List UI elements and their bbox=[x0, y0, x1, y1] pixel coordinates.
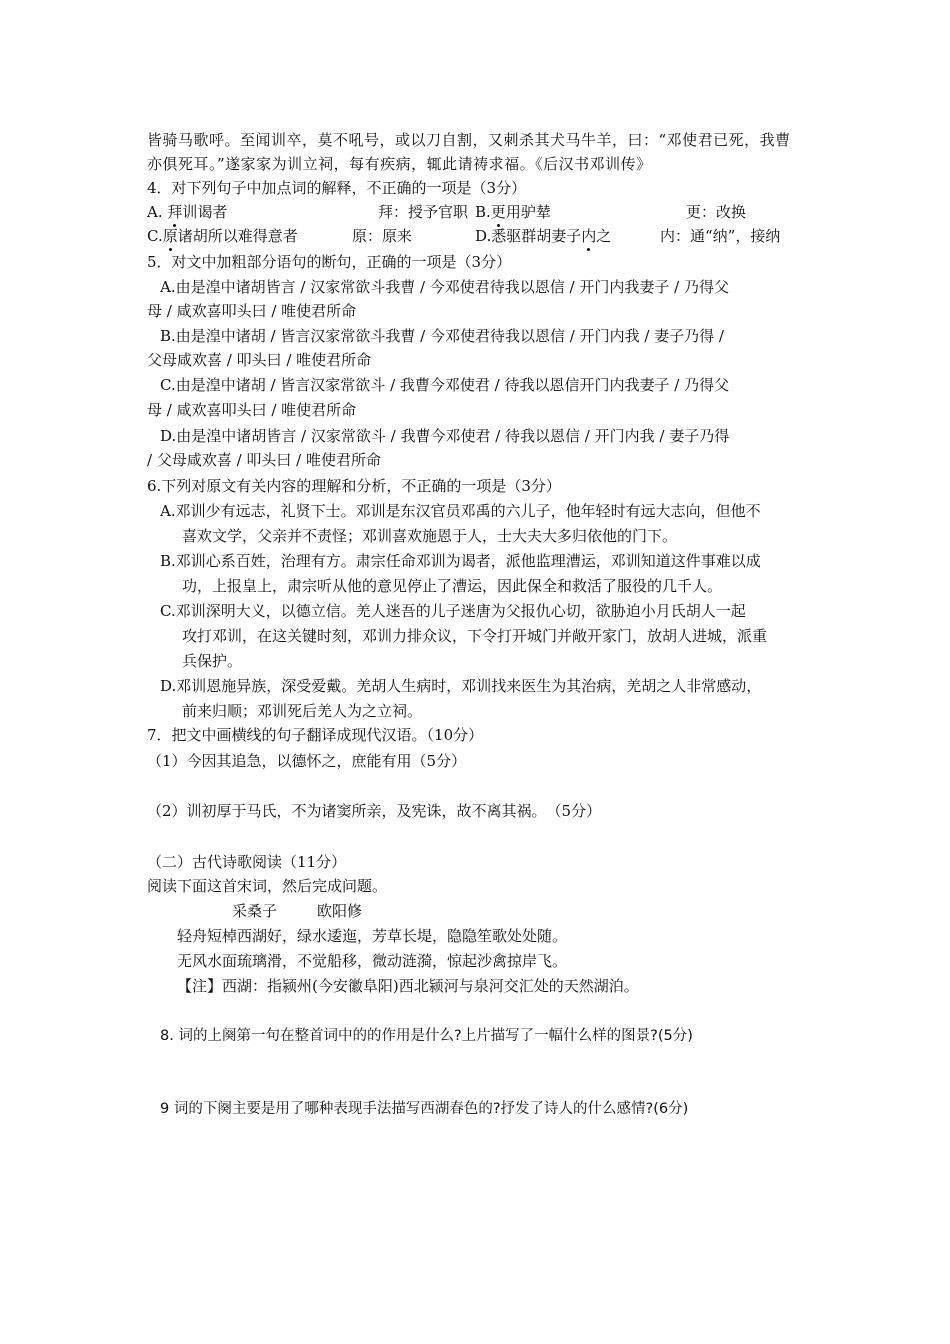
q4-option-b: B.更用驴辇 bbox=[475, 203, 551, 221]
poem-line-2: 无风水面琉璃滑，不觉船移，微动涟漪，惊起沙禽掠岸飞。 bbox=[177, 952, 568, 970]
q4-option-d-gloss: 内：通“纳”，接纳 bbox=[660, 227, 781, 245]
q9-question: 9 词的下阕主要是用了哪种表现手法描写西湖春色的?抒发了诗人的什么感情?(6分) bbox=[160, 1101, 689, 1117]
q5-option-d-line-2: / 父母咸欢喜 / 叩头曰 / 唯使君所命 bbox=[147, 451, 382, 469]
q5-option-c-line-2: 母 / 咸欢喜叩头曰 / 唯使君所命 bbox=[147, 401, 357, 419]
emphasis-dot-char: 拜 bbox=[167, 203, 183, 221]
q7-sentence-1: （1）今因其追急，以德怀之，庶能有用（5分） bbox=[147, 752, 467, 770]
passage-line-2: 亦俱死耳。”遂家家为训立祠，每有疾病，辄此请祷求福。《后汉书邓训传》 bbox=[147, 155, 652, 173]
q4-option-d: D.悉驱群胡妻子内之 bbox=[475, 227, 612, 245]
q6-option-c-line-1: C.邓训深明大义，以德立信。羌人迷吾的儿子迷唐为父报仇心切，欲胁迫小月氏胡人一起 bbox=[160, 602, 746, 620]
q6-option-d-line-1: D.邓训恩施异族，深受爱戴。羌胡人生病时，邓训找来医生为其治病，羌胡之人非常感动， bbox=[160, 677, 762, 695]
q6-option-d-line-2: 前来归顺；邓训死后羌人为之立祠。 bbox=[182, 702, 423, 720]
q7-stem: 7．把文中画横线的句子翻译成现代汉语。（10分） bbox=[147, 726, 484, 744]
q5-option-b-line-2: 父母咸欢喜 / 叩头曰 / 唯使君所命 bbox=[147, 351, 372, 369]
q4-option-c: C.原诸胡所以难得意者 bbox=[147, 227, 298, 245]
q6-option-c-line-3: 兵保护。 bbox=[182, 652, 243, 670]
q6-option-a-line-1: A.邓训少有远志，礼贤下士。邓训是东汉官员邓禹的六儿子，他年轻时有远大志向，但他不 bbox=[160, 502, 761, 520]
q8-question: 8. 词的上阕第一句在整首词中的的作用是什么?上片描写了一幅什么样的图景?(5分) bbox=[160, 1028, 693, 1044]
emphasis-dot-char: 更 bbox=[490, 203, 506, 221]
q4-option-a: A. 拜训谒者 bbox=[147, 203, 228, 221]
q6-stem: 6.下列对原文有关内容的理解和分析，不正确的一项是（3分） bbox=[147, 477, 561, 495]
q5-stem: 5．对文中加粗部分语句的断句，正确的一项是（3分） bbox=[147, 253, 512, 271]
poem-line-1: 轻舟短棹西湖好，绿水逶迤，芳草长堤，隐隐笙歌处处随。 bbox=[177, 927, 568, 945]
q6-option-b-line-1: B.邓训心系百姓，治理有方。肃宗任命邓训为谒者，派他监理漕运，邓训知道这件事难以成 bbox=[160, 552, 761, 570]
poem-section-heading: （二）古代诗歌阅读（11分） bbox=[147, 853, 347, 871]
emphasis-dot-char: 内 bbox=[581, 227, 597, 245]
poem-title: 采桑子 bbox=[232, 902, 278, 920]
q4-option-b-gloss: 更：改换 bbox=[686, 203, 747, 221]
q5-option-a-line-1: A.由是湟中诸胡皆言 / 汉家常欲斗我曹 / 今邓使君待我以恩信 / 开门内我妻子 / 乃得父 bbox=[160, 278, 729, 296]
q5-option-b-line-1: B.由是湟中诸胡 / 皆言汉家常欲斗我曹 / 今邓使君待我以恩信 / 开门内我 / 妻子乃得 / bbox=[160, 327, 724, 345]
q5-option-c-line-1: C.由是湟中诸胡 / 皆言汉家常欲斗 / 我曹今邓使君 / 待我以恩信开门内我妻子 / 乃得父 bbox=[160, 376, 730, 394]
q5-option-a-line-2: 母 / 咸欢喜叩头曰 / 唯使君所命 bbox=[147, 302, 357, 320]
q6-option-c-line-2: 攻打邓训，在这关键时刻，邓训力排众议，下令打开城门并敞开家门，放胡人进城，派重 bbox=[182, 627, 768, 645]
emphasis-dot-char: 原 bbox=[162, 227, 178, 245]
q7-sentence-2: （2）训初厚于马氏，不为诸窦所亲，及宪诛，故不离其祸。 （5分） bbox=[147, 802, 602, 820]
q4-stem: 4．对下列句子中加点词的解释，不正确的一项是（3分） bbox=[147, 179, 527, 197]
poem-intro: 阅读下面这首宋词，然后完成问题。 bbox=[147, 877, 388, 895]
passage-line-1: 皆骑马歌呼。至闻训卒，莫不吼号，或以刀自割，又刺杀其犬马牛羊，曰：“邓使君已死，我曹 bbox=[147, 131, 791, 149]
poem-author: 欧阳修 bbox=[317, 902, 363, 920]
q6-option-a-line-2: 喜欢文学，父亲并不责怪；邓训喜欢施恩于人，士大夫大多归依他的门下。 bbox=[182, 527, 678, 545]
q4-option-c-gloss: 原：原来 bbox=[352, 227, 413, 245]
q6-option-b-line-2: 功，上报皇上，肃宗听从他的意见停止了漕运，因此保全和救活了服役的几千人。 bbox=[182, 577, 723, 595]
q4-option-a-gloss: 拜：授予官职 bbox=[378, 203, 469, 221]
q5-option-d-line-1: D.由是湟中诸胡皆言 / 汉家常欲斗 / 我曹今邓使君 / 待我以恩信 / 开门内我 / 妻子乃得 bbox=[160, 427, 730, 445]
poem-note: 【注】西湖：指颍州(今安徽阜阳)西北颍河与泉河交汇处的天然湖泊。 bbox=[177, 977, 639, 995]
